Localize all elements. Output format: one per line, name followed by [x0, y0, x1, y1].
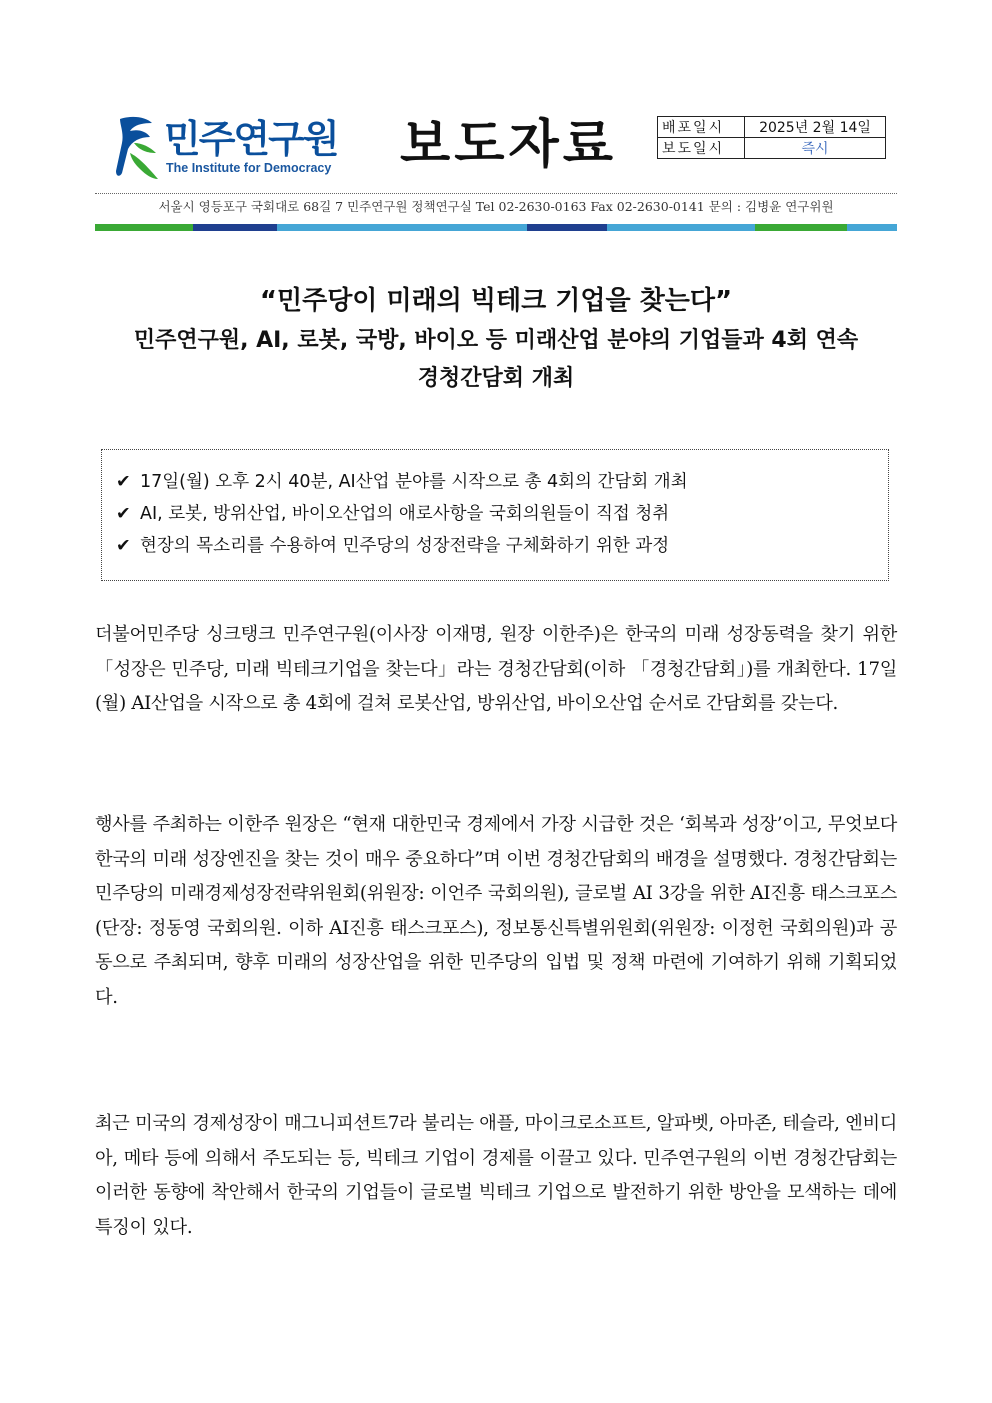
embargo-value: 즉시: [745, 138, 886, 159]
org-logo: [112, 113, 342, 185]
checkmark-icon: ✔: [116, 536, 131, 556]
color-bar-segment: [847, 224, 897, 231]
color-bar-segment: [527, 224, 607, 231]
release-date-value: 2025년 2월 14일: [745, 117, 886, 138]
summary-text: 현장의 목소리를 수용하여 민주당의 성장전략을 구체화하기 위한 과정: [140, 536, 670, 556]
document-type-title: 보도자료: [400, 114, 617, 175]
checkmark-icon: ✔: [116, 504, 131, 524]
body-paragraph-1: 더불어민주당 싱크탱크 민주연구원(이사장 이재명, 원장 이한주)은 한국의 미래 성장동력을 찾기 위한 「성장은 민주당, 미래 빅테크기업을 찾는다」라는 경청간담회(이하 「경청간담회」)를 개최한다. 17일(월) AI산업을 시작으로 총 4회에 걸쳐 로봇산업, 방위산업, 바이오산업 순서로 간담회를 갖는다.: [95, 624, 897, 714]
color-bar: [95, 224, 897, 231]
release-date-label: 배포일시: [658, 117, 745, 138]
subheadline-line: 민주연구원, AI, 로봇, 국방, 바이오 등 미래산업 분야의 기업들과 4회 연속: [133, 328, 859, 353]
org-name-ko: 민주연구원: [164, 117, 338, 161]
table-row: [658, 117, 886, 138]
list-item: [116, 498, 888, 530]
summary-text: AI, 로봇, 방위산업, 바이오산업의 애로사항을 국회의원들이 직접 청취: [140, 504, 670, 524]
body-paragraph-2: 행사를 주최하는 이한주 원장은 “현재 대한민국 경제에서 가장 시급한 것은 ‘회복과 성장’이고, 무엇보다 한국의 미래 성장엔진을 찾는 것이 매우 중요하다”며 이번 경청간담회의 배경을 설명했다. 경청간담회는 민주당의 미래경제성장전략위원회(위원장: 이언주 국회의원), 글로벌 AI 3강을 위한 AI진흥 태스크포스(단장: 정동영 국회의원. 이하 AI진흥 태스크포스), 정보통신특별위원회(위원장: 이정헌 국회의원)과 공동으로 주최되며, 향후 미래의 성장산업을 위한 민주당의 입법 및 정책 마련에 기여하기 위해 기획되었다.: [95, 814, 897, 1008]
embargo-label: 보도일시: [658, 138, 745, 159]
checkmark-icon: ✔: [116, 472, 131, 492]
subheadline: [40, 322, 952, 398]
logo-emblem-icon: [112, 113, 164, 183]
list-item: [116, 530, 888, 562]
header-divider: [95, 193, 897, 194]
list-item: [116, 466, 888, 498]
contact-info: 서울시 영등포구 국회대로 68길 7 민주연구원 정책연구실 Tel 02-2630-0163 Fax 02-2630-0141 문의 : 김병윤 연구위원: [158, 199, 834, 214]
table-row: [658, 138, 886, 159]
summary-box: [101, 449, 889, 581]
color-bar-segment: [95, 224, 193, 231]
summary-text: 17일(월) 오후 2시 40분, AI산업 분야를 시작으로 총 4회의 간담회 개최: [140, 472, 688, 492]
org-name-en: The Institute for Democracy: [166, 161, 332, 175]
color-bar-segment: [193, 224, 277, 231]
color-bar-segment: [755, 224, 847, 231]
subheadline-line: 경청간담회 개최: [417, 366, 575, 391]
color-bar-segment: [607, 224, 755, 231]
body-paragraph-3: 최근 미국의 경제성장이 매그니피션트7라 불리는 애플, 마이크로소프트, 알파벳, 아마존, 테슬라, 엔비디아, 메타 등에 의해서 주도되는 등, 빅테크 기업이 경제를 이끌고 있다. 민주연구원의 이번 경청간담회는 이러한 동향에 착안해서 한국의 기업들이 글로벌 빅테크 기업으로 발전하기 위한 방안을 모색하는 데에 특징이 있다.: [95, 1113, 897, 1238]
headline: “민주당이 미래의 빅테크 기업을 찾는다”: [259, 286, 733, 316]
release-date-table: [657, 116, 886, 159]
color-bar-segment: [277, 224, 527, 231]
